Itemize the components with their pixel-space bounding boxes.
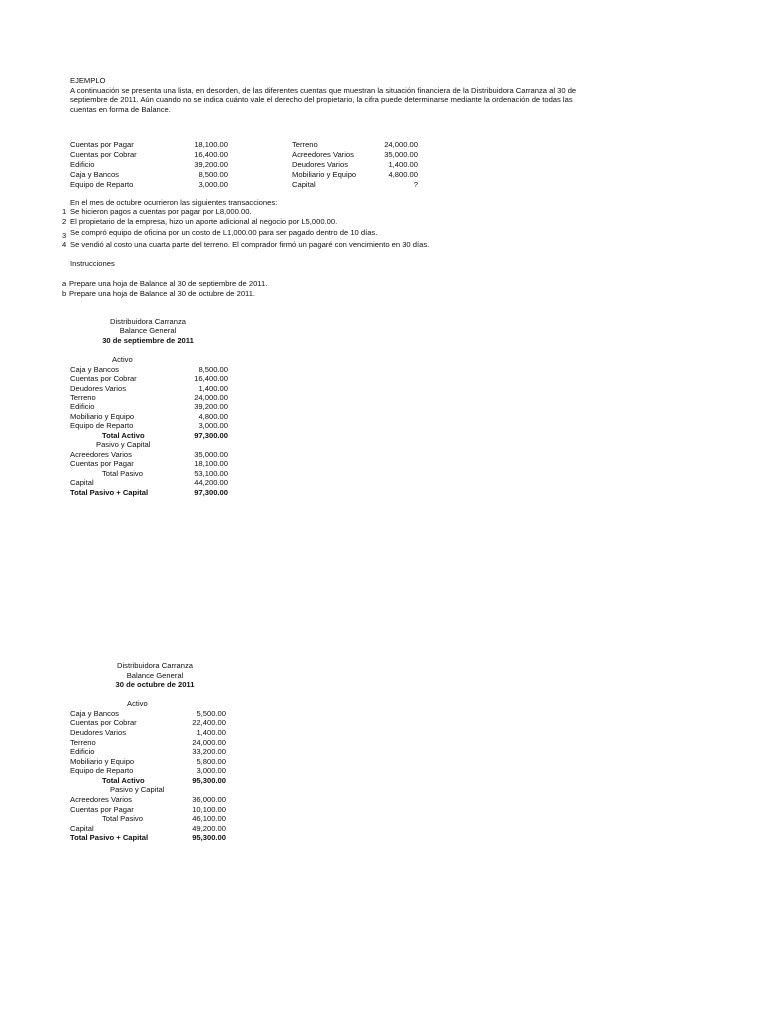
balance-date: 30 de septiembre de 2011 [102, 336, 194, 345]
transactions-intro: En el mes de octubre ocurrieron las siguientes transacciones: [70, 198, 278, 207]
balance-title: Balance General [126, 671, 184, 680]
company-name: Distribuidora Carranza [117, 661, 193, 670]
instructions-title: Instrucciones [70, 259, 115, 268]
pasivo-label: Pasivo y Capital [96, 440, 151, 449]
company-name: Distribuidora Carranza [110, 317, 186, 326]
activo-label: Activo [127, 699, 148, 708]
balance-title: Balance General [119, 326, 177, 335]
balance-date: 30 de octubre de 2011 [115, 680, 195, 689]
heading: EJEMPLO [70, 76, 106, 85]
activo-label: Activo [112, 355, 133, 364]
intro-paragraph: A continuación se presenta una lista, en desorden, de las diferentes cuentas que muestran la situación financiera de la Distribuidora Carranza al 30 de septiembre de 2011. Aún cuando no se indica cuánto vale el derecho del propietario, la cifra puede determinarse mediante la ordenación de todas las cuentas en forma de Balance. [70, 86, 577, 114]
pasivo-label: Pasivo y Capital [110, 785, 165, 794]
